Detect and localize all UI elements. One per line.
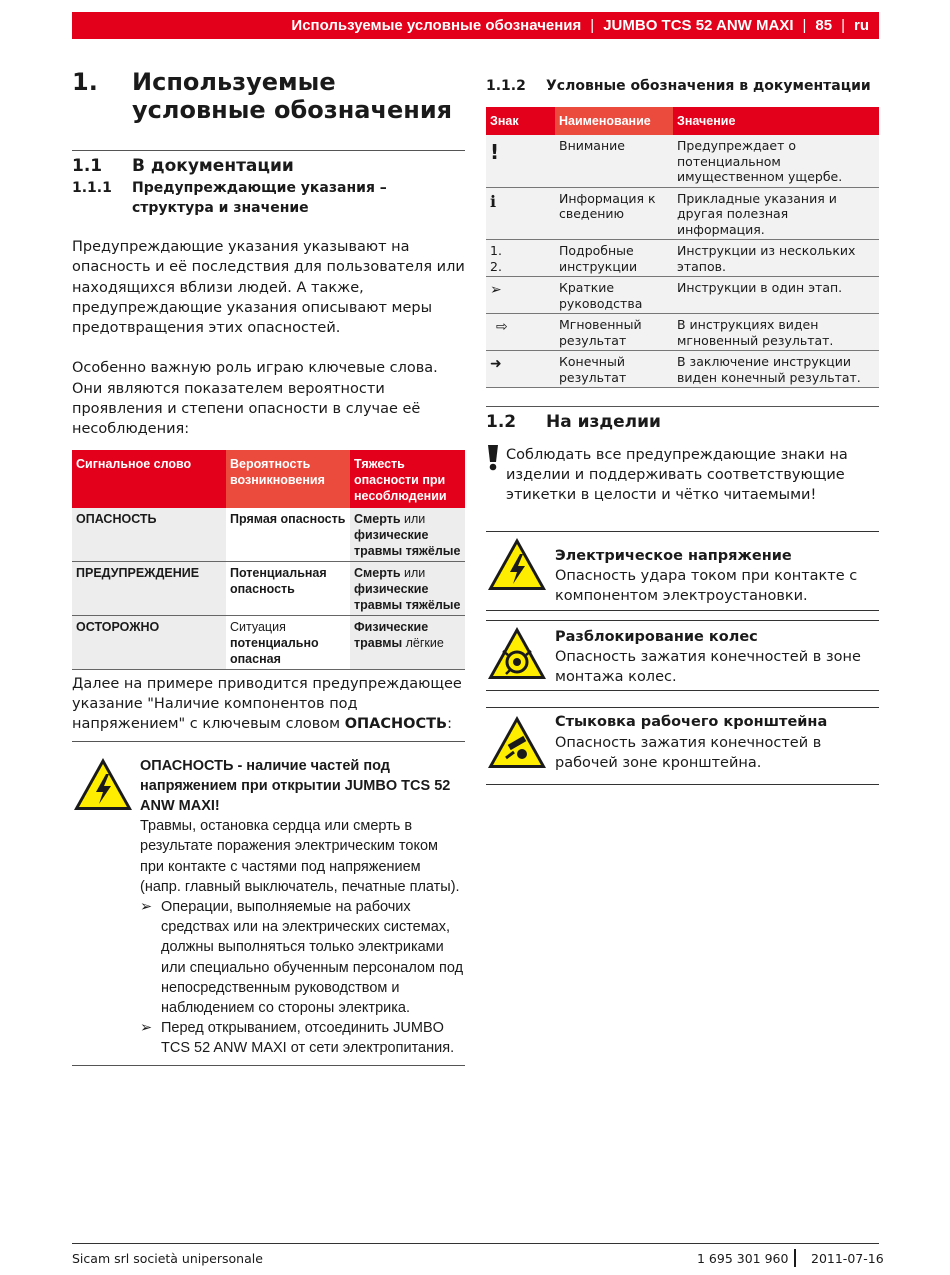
col-header-name: Наименование <box>555 107 673 135</box>
section-1-1-1-number: 1.1.1 <box>72 180 112 196</box>
info-icon: ℹ <box>486 187 555 240</box>
severity-bold: физические травмы тяжёлые <box>354 527 461 558</box>
section-1-1-2-title: Условные обозначения в документации <box>546 78 871 94</box>
arrow-bullet-icon: ➢ <box>140 898 153 915</box>
product-note <box>486 445 879 506</box>
exclamation-icon <box>486 445 506 506</box>
footer-doc-number: 1 695 301 960 <box>697 1251 789 1266</box>
table-row <box>486 351 879 388</box>
cell-name: Информация к сведению <box>555 187 673 240</box>
col-header-severity: Тяжесть опасности при несоблюдении <box>350 450 465 508</box>
header-product: JUMBO TCS 52 ANW MAXI <box>603 17 794 34</box>
section-1-1-1-title: Предупреждающие указания – структура и значение <box>132 180 387 216</box>
danger-instructions <box>140 897 465 1059</box>
example-keyword: ОПАСНОСТЬ <box>344 716 448 733</box>
hollow-arrow-icon: ⇨ <box>486 314 555 351</box>
right-column <box>486 76 879 785</box>
numbered-steps-icon: 1. 2. <box>486 240 555 277</box>
cell-meaning: Прикладные указания и другая полезная информация. <box>673 187 879 240</box>
hazard-title: Разблокирование колес <box>555 628 758 645</box>
page-header <box>72 12 879 39</box>
cell-probability <box>226 615 350 669</box>
hazard-title: Стыковка рабочего кронштейна <box>555 714 828 731</box>
left-column <box>72 68 465 1066</box>
arrow-bullet-icon: ➢ <box>140 1020 153 1037</box>
cell-name: Внимание <box>555 135 673 187</box>
cell-signal-word: ОСТОРОЖНО <box>72 615 226 669</box>
example-lead-text: Далее на примере приводится предупреждающее указание "Наличие компонентов под напряжением" с ключевым словом <box>72 675 462 733</box>
divider <box>486 406 879 407</box>
probability-bold: потенциально опасная <box>230 635 319 666</box>
cell-meaning: Инструкции в один этап. <box>673 277 879 314</box>
section-1-1-1-heading <box>72 178 465 218</box>
table-header-row <box>486 107 879 135</box>
footer-divider <box>72 1243 879 1244</box>
severity-plain: лёгкие <box>402 635 444 650</box>
cell-meaning: В инструкциях виден мгновенный результат. <box>673 314 879 351</box>
product-note-text: Соблюдать все предупреждающие знаки на изделии и поддерживать соответствующие этикетки в целости и чётко читаемыми! <box>506 447 848 504</box>
section-1-1-2-heading <box>486 76 879 96</box>
electric-hazard-icon <box>72 756 140 1059</box>
section-1-2-number: 1.2 <box>486 412 517 432</box>
table-row <box>72 561 465 615</box>
hazard-text: Опасность зажатия конечностей в рабочей зоне кронштейна. <box>555 734 822 771</box>
cell-signal-word: ОПАСНОСТЬ <box>72 508 226 562</box>
table-row <box>486 277 879 314</box>
header-section-title: Используемые условные обозначения <box>291 17 582 34</box>
danger-warning-box <box>72 741 465 1066</box>
hazard-electric <box>486 531 879 611</box>
cell-signal-word: ПРЕДУПРЕЖДЕНИЕ <box>72 561 226 615</box>
hazard-bracket <box>486 707 879 785</box>
table-row <box>72 508 465 562</box>
table-row <box>486 187 879 240</box>
cell-severity <box>350 561 465 615</box>
instruction-text: Операции, выполняемые на рабочих средствах или на электрических системах, должны выполняться только электриками или специально обученным персоналом под непосредственным руководством и наблюдением со стороны электрика. <box>161 898 464 1016</box>
col-header-signal-word: Сигнальное слово <box>72 450 226 508</box>
section-1-1-number: 1.1 <box>72 156 103 176</box>
header-separator: | <box>802 17 807 34</box>
cell-name: Мгновенный результат <box>555 314 673 351</box>
cell-name: Краткие руководства <box>555 277 673 314</box>
probability-plain: Ситуация <box>230 619 286 634</box>
header-separator: | <box>590 17 595 34</box>
paragraph-example <box>72 674 465 735</box>
signal-word-table <box>72 450 465 670</box>
cell-meaning: Предупреждает о потенциальном имущественном ущербе. <box>673 135 879 187</box>
col-header-symbol: Знак <box>486 107 555 135</box>
section-1-2-heading <box>486 411 879 433</box>
table-header-row <box>72 450 465 508</box>
electric-hazard-icon <box>486 536 555 607</box>
cell-meaning: В заключение инструкции виден конечный результат. <box>673 351 879 388</box>
section-1-1-2-number: 1.1.2 <box>486 78 526 94</box>
col-header-meaning: Значение <box>673 107 879 135</box>
hazard-text: Опасность удара током при контакте с компонентом электроустановки. <box>555 567 858 605</box>
exclamation-icon: ! <box>486 135 555 187</box>
cell-probability: Прямая опасность <box>226 508 350 562</box>
paragraph-keywords: Особенно важную роль играю ключевые слова. Они являются показателем вероятности проявления и степени опасности в случае её несоблюдения: <box>72 360 438 438</box>
section-1-1-heading <box>72 155 465 177</box>
severity-bold: физические травмы тяжёлые <box>354 581 461 612</box>
footer-date: 2011-07-16 <box>811 1251 884 1266</box>
divider <box>72 150 465 151</box>
example-colon: : <box>447 716 452 733</box>
severity-bold: Смерть <box>354 565 401 580</box>
severity-bold: Смерть <box>354 511 401 526</box>
header-language: ru <box>854 17 869 34</box>
cell-severity <box>350 508 465 562</box>
cell-name: Подробные инструкции <box>555 240 673 277</box>
solid-arrow-icon: ➜ <box>486 351 555 388</box>
header-separator: | <box>841 17 845 34</box>
hazard-wheel <box>486 620 879 692</box>
cell-probability: Потенциальная опасность <box>226 561 350 615</box>
hazard-title: Электрическое напряжение <box>555 547 792 564</box>
section-1-title: Используемые условные обозначения <box>132 68 453 124</box>
severity-plain: или <box>400 511 426 526</box>
bracket-crush-hazard-icon <box>486 712 555 774</box>
hazard-text: Опасность зажатия конечностей в зоне монтажа колес. <box>555 648 861 686</box>
doc-symbols-table <box>486 107 879 388</box>
table-row <box>72 615 465 669</box>
section-1-2-title: На изделии <box>546 412 661 432</box>
instruction-text: Перед открыванием, отсоединить JUMBO TCS 52 ANW MAXI от сети электропитания. <box>161 1020 455 1057</box>
wheel-crush-hazard-icon <box>486 625 555 688</box>
arrow-bullet-icon: ➢ <box>486 277 555 314</box>
table-row <box>486 314 879 351</box>
section-1-number: 1. <box>72 68 98 96</box>
danger-body: Травмы, остановка сердца или смерть в результате поражения электрическим током при контакте с частями под напряжением (напр. главный выключатель, печатные платы). <box>140 818 460 895</box>
section-1-heading <box>72 68 465 124</box>
header-page-number: 85 <box>815 17 833 34</box>
danger-title: ОПАСНОСТЬ - наличие частей под напряжением при открытии JUMBO TCS 52 ANW MAXI! <box>140 757 451 814</box>
list-item <box>140 897 465 1018</box>
table-row <box>486 240 879 277</box>
cell-severity <box>350 615 465 669</box>
cell-name: Конечный результат <box>555 351 673 388</box>
cell-meaning: Инструкции из нескольких этапов. <box>673 240 879 277</box>
list-item <box>140 1018 465 1058</box>
severity-plain: или <box>400 565 426 580</box>
footer-company: Sicam srl società unipersonale <box>72 1251 263 1266</box>
severity-bold: Физические травмы <box>354 619 429 650</box>
table-row <box>486 135 879 187</box>
paragraph-warnings-intro: Предупреждающие указания указывают на опасность и её последствия для пользователя или находящихся вблизи людей. А также, предупреждающие указания описывают меры предотвращения этих опасностей. <box>72 239 465 337</box>
col-header-probability: Вероятность возникновения <box>226 450 350 508</box>
footer-separator <box>794 1249 796 1267</box>
section-1-1-title: В документации <box>132 156 294 176</box>
